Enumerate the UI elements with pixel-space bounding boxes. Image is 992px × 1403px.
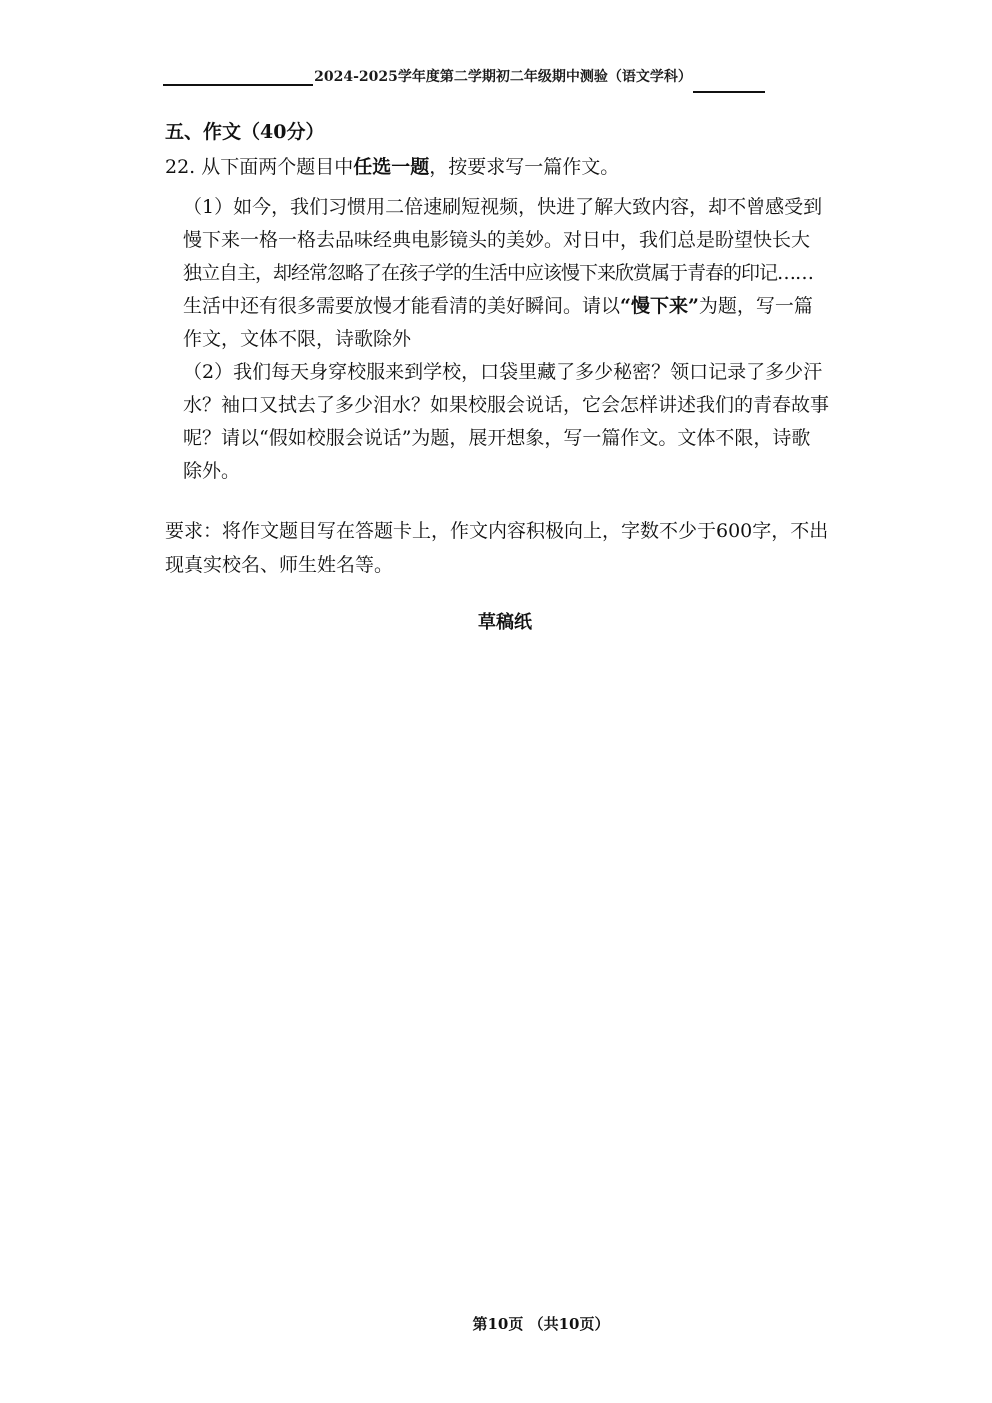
- prompt2-line-2: 水？袖口又拭去了多少泪水？如果校服会说话，它会怎样讲述我们的青春故事: [183, 394, 830, 416]
- header-title: 2024-2025学年度第二学期初二年级期中测验（语文学科）: [314, 69, 692, 85]
- prompt1-line-1: （1）如今，我们习惯用二倍速刷短视频，快进了解大致内容，却不曾感受到: [183, 196, 823, 218]
- requirements-line-2: 现真实校名、师生姓名等。: [165, 554, 394, 576]
- question-emphasis: 任选一题: [353, 156, 430, 178]
- prompt1-line-3: 独立自主，却经常忽略了在孩子学的生活中应该慢下来欣赏属于青春的印记……: [183, 262, 814, 284]
- prompt1-title-quote: “慢下来”: [620, 295, 699, 317]
- prompt2-line-3: 呢？请以“假如校服会说话”为题，展开想象，写一篇作文。文体不限，诗歌: [183, 427, 811, 449]
- question-suffix: ，按要求写一篇作文。: [429, 156, 620, 178]
- header-rule-right: [693, 91, 765, 93]
- header-rule-left: [163, 84, 313, 86]
- prompt1-line-4: [183, 297, 813, 316]
- question-instruction: [165, 152, 619, 179]
- prompt1-line-2: 慢下来一格一格去品味经典电影镜头的美妙。对日中，我们总是盼望快长大: [183, 229, 811, 251]
- page-header: [0, 64, 992, 94]
- prompt2-line-1: （2）我们每天身穿校服来到学校，口袋里藏了多少秘密？领口记录了多少汗: [183, 361, 823, 383]
- prompt1-line-5: 作文，文体不限，诗歌除外: [183, 328, 412, 350]
- page-number: 第10页 （共10页）: [472, 1315, 610, 1333]
- section-title: 五、作文（40分）: [165, 121, 325, 143]
- question-prefix: 22. 从下面两个题目中: [165, 156, 354, 178]
- prompt2-line-4: 除外。: [183, 460, 241, 482]
- prompt1-line-4-text: 生活中还有很多需要放慢才能看清的美好瞬间。请以: [183, 295, 621, 317]
- requirements-line-1: 要求：将作文题目写在答题卡上，作文内容积极向上，字数不少于600字，不出: [165, 520, 829, 542]
- prompt1-after-quote: 为题，写一篇: [698, 295, 813, 317]
- draft-paper-title: 草稿纸: [478, 612, 532, 633]
